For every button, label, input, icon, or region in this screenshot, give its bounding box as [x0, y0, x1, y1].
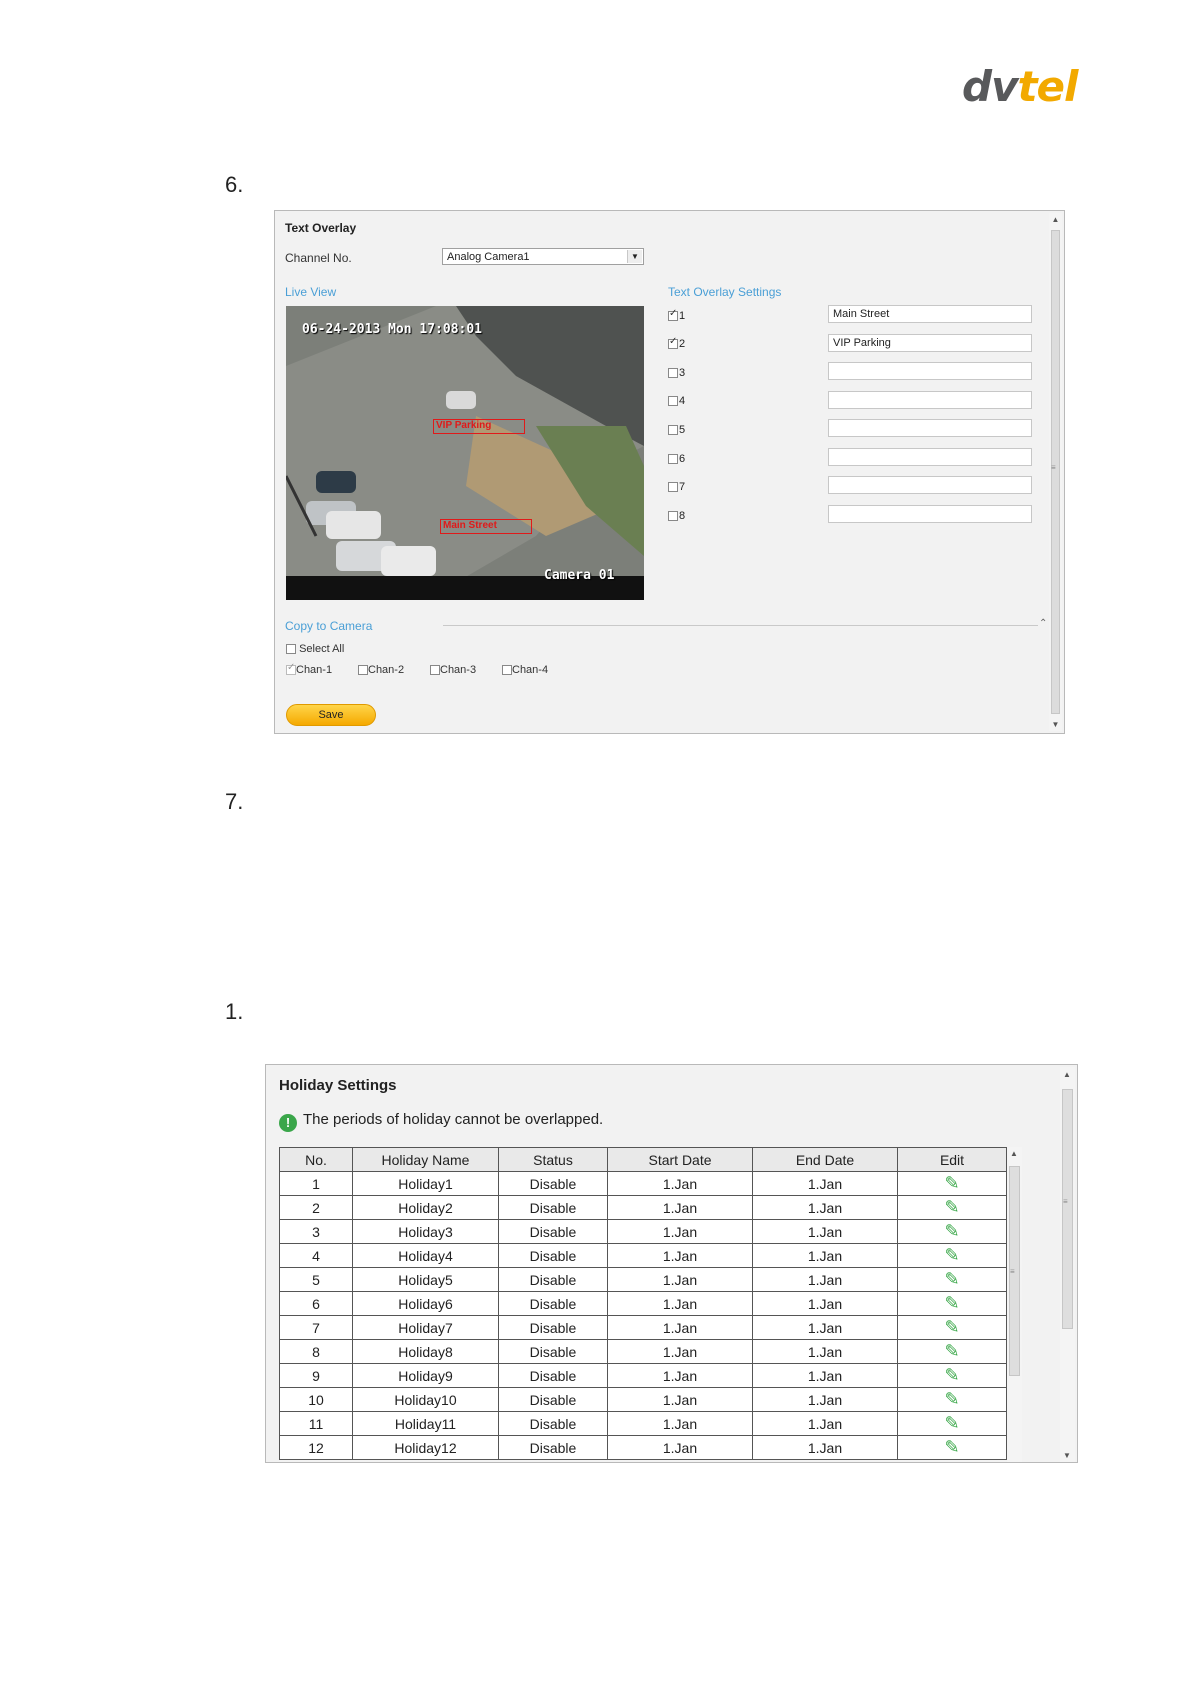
scroll-up-icon[interactable]: ▲	[1063, 1070, 1071, 1079]
cell-holiday-name: Holiday4	[353, 1244, 499, 1268]
scroll-down-icon[interactable]: ▼	[1063, 1451, 1071, 1460]
table-row	[280, 1388, 1007, 1412]
overlay-row-number: 5	[679, 423, 686, 436]
edit-cell	[898, 1244, 1007, 1268]
channel-select[interactable]	[442, 248, 644, 265]
edit-cell	[898, 1220, 1007, 1244]
overlay-text-input-8[interactable]	[828, 505, 1032, 523]
cell-no: 6	[280, 1292, 353, 1316]
col-header-start-date: Start Date	[608, 1148, 753, 1172]
dvtel-logo	[962, 62, 1078, 111]
edit-pencil-icon[interactable]: ✎	[944, 1269, 960, 1289]
panel-scrollbar[interactable]	[1049, 213, 1062, 731]
cell-no: 1	[280, 1172, 353, 1196]
text-overlay-title: Text Overlay	[285, 221, 357, 235]
cell-holiday-name: Holiday9	[353, 1364, 499, 1388]
logo-part-dv: dv	[962, 62, 1018, 111]
cell-status: Disable	[499, 1196, 608, 1220]
cell-no: 4	[280, 1244, 353, 1268]
cell-start-date: 1.Jan	[608, 1436, 753, 1460]
table-row	[280, 1364, 1007, 1388]
save-button[interactable]: Save	[286, 704, 376, 726]
cell-status: Disable	[499, 1436, 608, 1460]
cell-end-date: 1.Jan	[753, 1388, 898, 1412]
scrollbar-thumb[interactable]	[1051, 230, 1060, 714]
cell-no: 11	[280, 1412, 353, 1436]
cell-start-date: 1.Jan	[608, 1316, 753, 1340]
scroll-grip-icon: ≡	[1010, 1267, 1015, 1276]
edit-pencil-icon[interactable]: ✎	[944, 1341, 960, 1361]
cell-holiday-name: Holiday2	[353, 1196, 499, 1220]
text-overlay-panel	[274, 210, 1065, 734]
cell-no: 12	[280, 1436, 353, 1460]
cell-start-date: 1.Jan	[608, 1412, 753, 1436]
col-header-edit: Edit	[898, 1148, 1007, 1172]
edit-pencil-icon[interactable]: ✎	[944, 1221, 960, 1241]
overlay-vip-parking[interactable]: VIP Parking	[433, 419, 525, 434]
cell-end-date: 1.Jan	[753, 1436, 898, 1460]
select-all-label: Select All	[299, 643, 345, 655]
edit-pencil-icon[interactable]: ✎	[944, 1317, 960, 1337]
chan-3-label: Chan-3	[440, 664, 477, 676]
cell-end-date: 1.Jan	[753, 1412, 898, 1436]
overlay-text-input-5[interactable]	[828, 419, 1032, 437]
edit-pencil-icon[interactable]: ✎	[944, 1389, 960, 1409]
overlay-checkbox-8[interactable]	[668, 511, 678, 521]
cell-no: 3	[280, 1220, 353, 1244]
overlay-checkbox-2[interactable]	[668, 339, 678, 349]
col-header-holiday-name: Holiday Name	[353, 1148, 499, 1172]
cell-no: 9	[280, 1364, 353, 1388]
info-icon: !	[279, 1114, 297, 1132]
overlay-text-input-6[interactable]	[828, 448, 1032, 466]
overlay-row-number: 6	[679, 452, 686, 465]
cell-start-date: 1.Jan	[608, 1172, 753, 1196]
edit-pencil-icon[interactable]: ✎	[944, 1293, 960, 1313]
overlay-row-number: 2	[679, 337, 686, 350]
chan-1-label: Chan-1	[296, 664, 333, 676]
table-row	[280, 1220, 1007, 1244]
cell-status: Disable	[499, 1316, 608, 1340]
overlay-text-input-3[interactable]	[828, 362, 1032, 380]
step-1-number: 1.	[225, 999, 244, 1024]
overlay-text-input-2[interactable]: VIP Parking	[828, 334, 1032, 352]
overlay-text-input-1[interactable]: Main Street	[828, 305, 1032, 323]
holiday-settings-panel	[265, 1064, 1078, 1463]
table-row	[280, 1316, 1007, 1340]
edit-pencil-icon[interactable]: ✎	[944, 1365, 960, 1385]
holiday-settings-title: Holiday Settings	[279, 1077, 397, 1094]
edit-cell	[898, 1340, 1007, 1364]
chan-1-option[interactable]	[286, 664, 332, 676]
step-7-number: 7.	[225, 789, 244, 814]
overlay-main-street[interactable]: Main Street	[440, 519, 532, 534]
cell-holiday-name: Holiday8	[353, 1340, 499, 1364]
table-row	[280, 1340, 1007, 1364]
table-row	[280, 1244, 1007, 1268]
overlay-row-3	[668, 365, 685, 383]
edit-pencil-icon[interactable]: ✎	[944, 1245, 960, 1265]
scroll-grip-icon: ≡	[1063, 1197, 1068, 1206]
overlay-checkbox-4[interactable]	[668, 396, 678, 406]
edit-cell	[898, 1412, 1007, 1436]
overlay-row-7	[668, 479, 685, 497]
overlay-row-8	[668, 508, 685, 526]
edit-pencil-icon[interactable]: ✎	[944, 1197, 960, 1217]
overlay-row-number: 4	[679, 394, 686, 407]
cell-status: Disable	[499, 1268, 608, 1292]
live-view-label: Live View	[285, 285, 337, 299]
cell-holiday-name: Holiday12	[353, 1436, 499, 1460]
step-6-number: 6.	[225, 172, 244, 197]
cell-end-date: 1.Jan	[753, 1172, 898, 1196]
table-header-row	[280, 1148, 1007, 1172]
chevron-down-icon[interactable]: ▼	[627, 250, 642, 263]
overlay-row-6	[668, 451, 685, 469]
cell-holiday-name: Holiday3	[353, 1220, 499, 1244]
edit-cell	[898, 1388, 1007, 1412]
cell-status: Disable	[499, 1172, 608, 1196]
cell-start-date: 1.Jan	[608, 1244, 753, 1268]
overlay-row-1	[668, 308, 685, 326]
overlay-checkbox-7[interactable]	[668, 482, 678, 492]
cell-status: Disable	[499, 1220, 608, 1244]
cell-end-date: 1.Jan	[753, 1316, 898, 1340]
cell-end-date: 1.Jan	[753, 1340, 898, 1364]
cell-start-date: 1.Jan	[608, 1388, 753, 1412]
overlay-row-number: 3	[679, 366, 686, 379]
cell-end-date: 1.Jan	[753, 1364, 898, 1388]
scroll-up-icon[interactable]: ▲	[1010, 1149, 1018, 1158]
cell-end-date: 1.Jan	[753, 1292, 898, 1316]
collapse-icon[interactable]: ⌃	[1039, 618, 1048, 629]
cell-status: Disable	[499, 1412, 608, 1436]
cell-no: 5	[280, 1268, 353, 1292]
cell-status: Disable	[499, 1244, 608, 1268]
chan-2-checkbox[interactable]	[358, 665, 368, 675]
holiday-table	[279, 1147, 1007, 1460]
chan-4-checkbox[interactable]	[502, 665, 512, 675]
table-row	[280, 1412, 1007, 1436]
cell-holiday-name: Holiday7	[353, 1316, 499, 1340]
chan-2-option[interactable]	[358, 664, 404, 676]
edit-cell	[898, 1316, 1007, 1340]
holiday-note-text: The periods of holiday cannot be overlapped.	[303, 1111, 604, 1128]
cell-status: Disable	[499, 1292, 608, 1316]
cell-start-date: 1.Jan	[608, 1340, 753, 1364]
edit-pencil-icon[interactable]: ✎	[944, 1413, 960, 1433]
edit-pencil-icon[interactable]: ✎	[944, 1173, 960, 1193]
text-overlay-settings-label: Text Overlay Settings	[668, 285, 782, 299]
cell-end-date: 1.Jan	[753, 1220, 898, 1244]
cell-start-date: 1.Jan	[608, 1364, 753, 1388]
cell-status: Disable	[499, 1388, 608, 1412]
col-header-no: No.	[280, 1148, 353, 1172]
edit-cell	[898, 1268, 1007, 1292]
edit-cell	[898, 1172, 1007, 1196]
holiday-note	[279, 1111, 603, 1132]
table-row	[280, 1292, 1007, 1316]
logo-part-tel: tel	[1017, 62, 1078, 111]
cell-holiday-name: Holiday11	[353, 1412, 499, 1436]
channel-no-label: Channel No.	[285, 251, 352, 265]
overlay-row-5	[668, 422, 685, 440]
cell-holiday-name: Holiday1	[353, 1172, 499, 1196]
cell-holiday-name: Holiday10	[353, 1388, 499, 1412]
edit-cell	[898, 1436, 1007, 1460]
cell-start-date: 1.Jan	[608, 1220, 753, 1244]
overlay-checkbox-1[interactable]	[668, 311, 678, 321]
scroll-down-icon[interactable]: ▼	[1051, 720, 1060, 729]
camera-timestamp: 06-24-2013 Mon 17:08:01	[302, 322, 483, 337]
col-header-end-date: End Date	[753, 1148, 898, 1172]
overlay-row-4	[668, 393, 685, 411]
select-all-option[interactable]	[286, 643, 344, 655]
scroll-grip-icon: ≡	[1051, 463, 1056, 472]
overlay-row-2	[668, 336, 685, 354]
col-header-status: Status	[499, 1148, 608, 1172]
cell-no: 7	[280, 1316, 353, 1340]
overlay-row-number: 1	[679, 309, 686, 322]
select-all-checkbox[interactable]	[286, 644, 296, 654]
section-divider	[443, 625, 1038, 626]
cell-holiday-name: Holiday6	[353, 1292, 499, 1316]
cell-start-date: 1.Jan	[608, 1196, 753, 1220]
table-row	[280, 1172, 1007, 1196]
edit-cell	[898, 1364, 1007, 1388]
cell-holiday-name: Holiday5	[353, 1268, 499, 1292]
overlay-text-input-7[interactable]	[828, 476, 1032, 494]
cell-status: Disable	[499, 1340, 608, 1364]
cell-no: 2	[280, 1196, 353, 1220]
live-view-video[interactable]	[286, 306, 644, 600]
cell-no: 8	[280, 1340, 353, 1364]
cell-status: Disable	[499, 1364, 608, 1388]
scrollbar-thumb[interactable]	[1062, 1089, 1073, 1329]
table-row	[280, 1196, 1007, 1220]
chan-4-option[interactable]	[502, 664, 548, 676]
edit-pencil-icon[interactable]: ✎	[944, 1437, 960, 1457]
edit-cell	[898, 1292, 1007, 1316]
overlay-row-number: 7	[679, 480, 686, 493]
camera-scene-image	[286, 306, 644, 600]
channel-select-value: Analog Camera1	[447, 251, 530, 263]
cell-start-date: 1.Jan	[608, 1268, 753, 1292]
chan-3-option[interactable]	[430, 664, 476, 676]
cell-end-date: 1.Jan	[753, 1196, 898, 1220]
chan-1-checkbox[interactable]	[286, 665, 296, 675]
table-scrollbar[interactable]	[1007, 1147, 1022, 1463]
table-row	[280, 1268, 1007, 1292]
cell-end-date: 1.Jan	[753, 1268, 898, 1292]
chan-2-label: Chan-2	[368, 664, 405, 676]
copy-to-camera-label: Copy to Camera	[285, 619, 373, 633]
chan-3-checkbox[interactable]	[430, 665, 440, 675]
overlay-checkbox-5[interactable]	[668, 425, 678, 435]
camera-name-label: Camera 01	[544, 568, 615, 583]
table-row	[280, 1436, 1007, 1460]
panel-scrollbar[interactable]	[1060, 1067, 1075, 1462]
overlay-text-input-4[interactable]	[828, 391, 1032, 409]
overlay-checkbox-3[interactable]	[668, 368, 678, 378]
cell-end-date: 1.Jan	[753, 1244, 898, 1268]
chan-4-label: Chan-4	[512, 664, 549, 676]
edit-cell	[898, 1196, 1007, 1220]
overlay-row-number: 8	[679, 509, 686, 522]
cell-start-date: 1.Jan	[608, 1292, 753, 1316]
cell-no: 10	[280, 1388, 353, 1412]
scroll-up-icon[interactable]: ▲	[1051, 215, 1060, 224]
overlay-checkbox-6[interactable]	[668, 454, 678, 464]
